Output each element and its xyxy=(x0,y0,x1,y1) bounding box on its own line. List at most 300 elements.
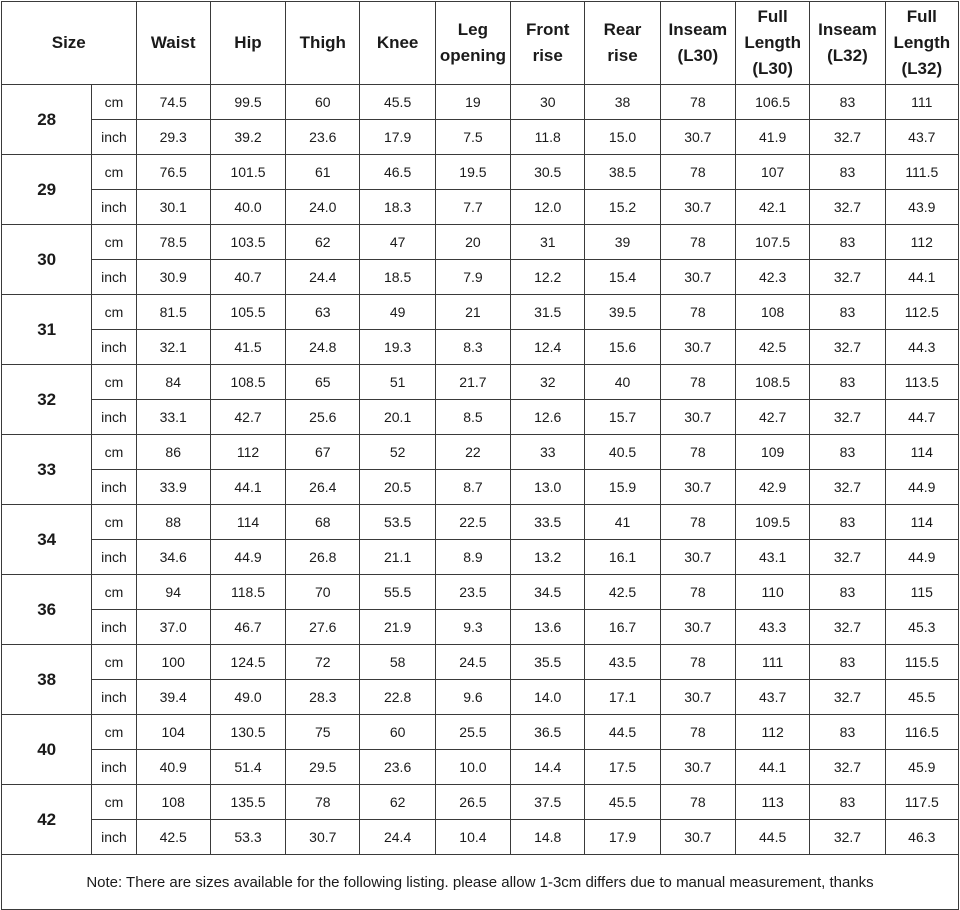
measurement-cell: 24.0 xyxy=(286,190,360,225)
measurement-cell: 78 xyxy=(660,155,735,190)
measurement-cell: 21.9 xyxy=(360,610,435,645)
measurement-cell: 13.6 xyxy=(511,610,585,645)
measurement-cell: 84 xyxy=(136,365,210,400)
table-row xyxy=(2,680,959,715)
measurement-cell: 60 xyxy=(360,715,435,750)
measurement-cell: 42.9 xyxy=(736,470,810,505)
table-row xyxy=(2,400,959,435)
measurement-cell: 32.7 xyxy=(810,400,885,435)
size-cell: 28 xyxy=(2,85,92,155)
measurement-cell: 94 xyxy=(136,575,210,610)
measurement-cell: 46.3 xyxy=(885,820,958,855)
unit-cell: inch xyxy=(92,820,136,855)
measurement-cell: 27.6 xyxy=(286,610,360,645)
column-header-line: Thigh xyxy=(299,33,346,52)
measurement-cell: 114 xyxy=(210,505,285,540)
column-header-line: Full xyxy=(906,7,937,26)
chart-body xyxy=(2,85,959,855)
column-header-line: Full xyxy=(757,7,788,26)
measurement-cell: 24.5 xyxy=(435,645,510,680)
table-row xyxy=(2,190,959,225)
measurement-cell: 23.5 xyxy=(435,575,510,610)
measurement-cell: 20.5 xyxy=(360,470,435,505)
measurement-cell: 111.5 xyxy=(885,155,958,190)
measurement-cell: 14.4 xyxy=(511,750,585,785)
measurement-cell: 45.9 xyxy=(885,750,958,785)
measurement-cell: 15.6 xyxy=(585,330,660,365)
measurement-cell: 44.7 xyxy=(885,400,958,435)
measurement-cell: 111 xyxy=(736,645,810,680)
measurement-cell: 32.7 xyxy=(810,540,885,575)
measurement-cell: 47 xyxy=(360,225,435,260)
measurement-cell: 113 xyxy=(736,785,810,820)
measurement-cell: 32.1 xyxy=(136,330,210,365)
measurement-cell: 31.5 xyxy=(511,295,585,330)
measurement-cell: 78 xyxy=(660,225,735,260)
measurement-cell: 44.9 xyxy=(885,540,958,575)
measurement-cell: 19.5 xyxy=(435,155,510,190)
measurement-cell: 20 xyxy=(435,225,510,260)
column-header xyxy=(360,2,435,85)
unit-cell: inch xyxy=(92,190,136,225)
table-row xyxy=(2,365,959,400)
measurement-cell: 88 xyxy=(136,505,210,540)
measurement-cell: 60 xyxy=(286,85,360,120)
size-cell: 36 xyxy=(2,575,92,645)
measurement-cell: 28.3 xyxy=(286,680,360,715)
measurement-cell: 83 xyxy=(810,505,885,540)
measurement-cell: 35.5 xyxy=(511,645,585,680)
measurement-cell: 22 xyxy=(435,435,510,470)
measurement-cell: 65 xyxy=(286,365,360,400)
measurement-cell: 20.1 xyxy=(360,400,435,435)
column-header-line: opening xyxy=(439,46,506,65)
measurement-cell: 83 xyxy=(810,435,885,470)
measurement-cell: 112 xyxy=(736,715,810,750)
measurement-cell: 61 xyxy=(286,155,360,190)
measurement-cell: 21.1 xyxy=(360,540,435,575)
measurement-cell: 8.7 xyxy=(435,470,510,505)
unit-cell: cm xyxy=(92,505,136,540)
measurement-cell: 78 xyxy=(660,785,735,820)
measurement-cell: 118.5 xyxy=(210,575,285,610)
measurement-cell: 8.9 xyxy=(435,540,510,575)
measurement-cell: 108.5 xyxy=(210,365,285,400)
measurement-cell: 30.7 xyxy=(660,470,735,505)
unit-cell: cm xyxy=(92,365,136,400)
measurement-cell: 44.5 xyxy=(736,820,810,855)
measurement-cell: 31 xyxy=(511,225,585,260)
measurement-cell: 30.7 xyxy=(660,610,735,645)
size-cell: 42 xyxy=(2,785,92,855)
table-row xyxy=(2,820,959,855)
measurement-cell: 17.1 xyxy=(585,680,660,715)
measurement-cell: 83 xyxy=(810,295,885,330)
measurement-cell: 32.7 xyxy=(810,610,885,645)
measurement-cell: 37.0 xyxy=(136,610,210,645)
unit-cell: inch xyxy=(92,470,136,505)
measurement-cell: 53.5 xyxy=(360,505,435,540)
measurement-cell: 26.5 xyxy=(435,785,510,820)
size-cell: 34 xyxy=(2,505,92,575)
measurement-cell: 114 xyxy=(885,505,958,540)
measurement-cell: 33 xyxy=(511,435,585,470)
column-header-line: (L32) xyxy=(827,46,868,65)
measurement-cell: 15.4 xyxy=(585,260,660,295)
measurement-cell: 43.7 xyxy=(736,680,810,715)
measurement-cell: 23.6 xyxy=(286,120,360,155)
measurement-cell: 63 xyxy=(286,295,360,330)
measurement-cell: 78 xyxy=(660,435,735,470)
measurement-cell: 43.3 xyxy=(736,610,810,645)
measurement-cell: 8.5 xyxy=(435,400,510,435)
measurement-cell: 15.9 xyxy=(585,470,660,505)
column-header xyxy=(286,2,360,85)
measurement-cell: 24.8 xyxy=(286,330,360,365)
measurement-cell: 44.1 xyxy=(885,260,958,295)
measurement-cell: 25.5 xyxy=(435,715,510,750)
measurement-cell: 32.7 xyxy=(810,470,885,505)
table-row xyxy=(2,295,959,330)
measurement-cell: 32.7 xyxy=(810,820,885,855)
size-cell: 30 xyxy=(2,225,92,295)
measurement-cell: 34.5 xyxy=(511,575,585,610)
measurement-cell: 9.6 xyxy=(435,680,510,715)
measurement-cell: 116.5 xyxy=(885,715,958,750)
measurement-cell: 14.0 xyxy=(511,680,585,715)
measurement-cell: 12.0 xyxy=(511,190,585,225)
table-row xyxy=(2,120,959,155)
column-header xyxy=(136,2,210,85)
table-row xyxy=(2,435,959,470)
measurement-cell: 30.5 xyxy=(511,155,585,190)
table-row xyxy=(2,505,959,540)
measurement-cell: 40.9 xyxy=(136,750,210,785)
measurement-cell: 115 xyxy=(885,575,958,610)
measurement-cell: 15.2 xyxy=(585,190,660,225)
measurement-cell: 39 xyxy=(585,225,660,260)
measurement-cell: 24.4 xyxy=(360,820,435,855)
note-text: Note: There are sizes available for the following listing. please allow 1-3cm differs due to manual measurement, thanks xyxy=(2,855,959,910)
measurement-cell: 10.4 xyxy=(435,820,510,855)
measurement-cell: 58 xyxy=(360,645,435,680)
column-header-line: Length xyxy=(744,33,801,52)
measurement-cell: 14.8 xyxy=(511,820,585,855)
measurement-cell: 12.4 xyxy=(511,330,585,365)
measurement-cell: 22.8 xyxy=(360,680,435,715)
measurement-cell: 43.9 xyxy=(885,190,958,225)
measurement-cell: 39.2 xyxy=(210,120,285,155)
measurement-cell: 53.3 xyxy=(210,820,285,855)
measurement-cell: 32 xyxy=(511,365,585,400)
unit-cell: inch xyxy=(92,610,136,645)
measurement-cell: 29.3 xyxy=(136,120,210,155)
measurement-cell: 11.8 xyxy=(511,120,585,155)
unit-cell: cm xyxy=(92,785,136,820)
measurement-cell: 44.3 xyxy=(885,330,958,365)
measurement-cell: 41.5 xyxy=(210,330,285,365)
unit-cell: inch xyxy=(92,680,136,715)
measurement-cell: 62 xyxy=(360,785,435,820)
measurement-cell: 18.3 xyxy=(360,190,435,225)
measurement-cell: 40.0 xyxy=(210,190,285,225)
measurement-cell: 7.5 xyxy=(435,120,510,155)
column-header xyxy=(736,2,810,85)
measurement-cell: 19 xyxy=(435,85,510,120)
measurement-cell: 83 xyxy=(810,645,885,680)
measurement-cell: 44.1 xyxy=(210,470,285,505)
unit-cell: cm xyxy=(92,715,136,750)
measurement-cell: 45.3 xyxy=(885,610,958,645)
measurement-cell: 115.5 xyxy=(885,645,958,680)
measurement-cell: 83 xyxy=(810,225,885,260)
measurement-cell: 17.9 xyxy=(360,120,435,155)
measurement-cell: 8.3 xyxy=(435,330,510,365)
measurement-cell: 16.7 xyxy=(585,610,660,645)
measurement-cell: 78.5 xyxy=(136,225,210,260)
unit-cell: inch xyxy=(92,330,136,365)
measurement-cell: 39.5 xyxy=(585,295,660,330)
measurement-cell: 43.5 xyxy=(585,645,660,680)
measurement-cell: 107.5 xyxy=(736,225,810,260)
measurement-cell: 49.0 xyxy=(210,680,285,715)
measurement-cell: 135.5 xyxy=(210,785,285,820)
measurement-cell: 55.5 xyxy=(360,575,435,610)
measurement-cell: 40.5 xyxy=(585,435,660,470)
measurement-cell: 110 xyxy=(736,575,810,610)
note-row xyxy=(2,855,959,910)
column-header-line: (L32) xyxy=(901,59,943,78)
measurement-cell: 33.5 xyxy=(511,505,585,540)
measurement-cell: 105.5 xyxy=(210,295,285,330)
column-header-line: Waist xyxy=(150,33,196,52)
measurement-cell: 44.5 xyxy=(585,715,660,750)
measurement-cell: 46.7 xyxy=(210,610,285,645)
measurement-cell: 9.3 xyxy=(435,610,510,645)
table-row xyxy=(2,260,959,295)
unit-cell: cm xyxy=(92,155,136,190)
measurement-cell: 109 xyxy=(736,435,810,470)
column-header-line: rise xyxy=(532,46,563,65)
measurement-cell: 45.5 xyxy=(885,680,958,715)
measurement-cell: 30.9 xyxy=(136,260,210,295)
column-header-line: (L30) xyxy=(752,59,793,78)
unit-cell: cm xyxy=(92,435,136,470)
measurement-cell: 33.9 xyxy=(136,470,210,505)
measurement-cell: 26.4 xyxy=(286,470,360,505)
measurement-cell: 117.5 xyxy=(885,785,958,820)
measurement-cell: 30 xyxy=(511,85,585,120)
measurement-cell: 70 xyxy=(286,575,360,610)
measurement-cell: 86 xyxy=(136,435,210,470)
measurement-cell: 41 xyxy=(585,505,660,540)
measurement-cell: 19.3 xyxy=(360,330,435,365)
column-header-line: rise xyxy=(607,46,638,65)
measurement-cell: 43.7 xyxy=(885,120,958,155)
column-header-line: Inseam xyxy=(668,20,728,39)
table-row xyxy=(2,750,959,785)
measurement-cell: 42.3 xyxy=(736,260,810,295)
measurement-cell: 44.9 xyxy=(885,470,958,505)
measurement-cell: 18.5 xyxy=(360,260,435,295)
measurement-cell: 16.1 xyxy=(585,540,660,575)
measurement-cell: 44.1 xyxy=(736,750,810,785)
measurement-cell: 78 xyxy=(660,295,735,330)
measurement-cell: 25.6 xyxy=(286,400,360,435)
measurement-cell: 30.7 xyxy=(660,680,735,715)
unit-cell: inch xyxy=(92,540,136,575)
size-cell: 33 xyxy=(2,435,92,505)
size-cell: 32 xyxy=(2,365,92,435)
measurement-cell: 78 xyxy=(286,785,360,820)
measurement-cell: 15.7 xyxy=(585,400,660,435)
measurement-cell: 100 xyxy=(136,645,210,680)
measurement-cell: 113.5 xyxy=(885,365,958,400)
unit-cell: cm xyxy=(92,225,136,260)
column-header-line: Inseam xyxy=(818,20,877,39)
column-header-line: Front xyxy=(526,20,570,39)
measurement-cell: 13.0 xyxy=(511,470,585,505)
unit-cell: inch xyxy=(92,750,136,785)
measurement-cell: 13.2 xyxy=(511,540,585,575)
measurement-cell: 111 xyxy=(885,85,958,120)
measurement-cell: 38.5 xyxy=(585,155,660,190)
measurement-cell: 130.5 xyxy=(210,715,285,750)
column-header xyxy=(885,2,958,85)
measurement-cell: 49 xyxy=(360,295,435,330)
measurement-cell: 30.7 xyxy=(660,400,735,435)
measurement-cell: 67 xyxy=(286,435,360,470)
measurement-cell: 17.9 xyxy=(585,820,660,855)
measurement-cell: 108 xyxy=(736,295,810,330)
measurement-cell: 51 xyxy=(360,365,435,400)
measurement-cell: 78 xyxy=(660,365,735,400)
measurement-cell: 7.9 xyxy=(435,260,510,295)
measurement-cell: 83 xyxy=(810,155,885,190)
measurement-cell: 10.0 xyxy=(435,750,510,785)
measurement-cell: 83 xyxy=(810,785,885,820)
measurement-cell: 83 xyxy=(810,715,885,750)
measurement-cell: 78 xyxy=(660,505,735,540)
size-cell: 29 xyxy=(2,155,92,225)
size-header: Size xyxy=(2,2,137,85)
measurement-cell: 30.7 xyxy=(286,820,360,855)
measurement-cell: 21 xyxy=(435,295,510,330)
measurement-cell: 45.5 xyxy=(360,85,435,120)
table-row xyxy=(2,225,959,260)
measurement-cell: 30.7 xyxy=(660,820,735,855)
measurement-cell: 41.9 xyxy=(736,120,810,155)
measurement-cell: 106.5 xyxy=(736,85,810,120)
measurement-cell: 30.1 xyxy=(136,190,210,225)
measurement-cell: 103.5 xyxy=(210,225,285,260)
measurement-cell: 74.5 xyxy=(136,85,210,120)
measurement-cell: 45.5 xyxy=(585,785,660,820)
table-row xyxy=(2,155,959,190)
column-header xyxy=(585,2,660,85)
measurement-cell: 78 xyxy=(660,575,735,610)
measurement-cell: 62 xyxy=(286,225,360,260)
column-header xyxy=(511,2,585,85)
size-chart-table xyxy=(1,1,959,910)
measurement-cell: 38 xyxy=(585,85,660,120)
column-header xyxy=(660,2,735,85)
measurement-cell: 42.5 xyxy=(736,330,810,365)
unit-cell: cm xyxy=(92,575,136,610)
measurement-cell: 26.8 xyxy=(286,540,360,575)
unit-cell: inch xyxy=(92,400,136,435)
measurement-cell: 24.4 xyxy=(286,260,360,295)
table-row xyxy=(2,85,959,120)
measurement-cell: 12.2 xyxy=(511,260,585,295)
measurement-cell: 40.7 xyxy=(210,260,285,295)
table-row xyxy=(2,575,959,610)
measurement-cell: 81.5 xyxy=(136,295,210,330)
measurement-cell: 83 xyxy=(810,575,885,610)
measurement-cell: 114 xyxy=(885,435,958,470)
measurement-cell: 124.5 xyxy=(210,645,285,680)
size-cell: 31 xyxy=(2,295,92,365)
measurement-cell: 83 xyxy=(810,85,885,120)
measurement-cell: 104 xyxy=(136,715,210,750)
measurement-cell: 32.7 xyxy=(810,750,885,785)
unit-cell: inch xyxy=(92,120,136,155)
measurement-cell: 15.0 xyxy=(585,120,660,155)
measurement-cell: 78 xyxy=(660,645,735,680)
table-row xyxy=(2,610,959,645)
measurement-cell: 46.5 xyxy=(360,155,435,190)
measurement-cell: 32.7 xyxy=(810,330,885,365)
column-header xyxy=(810,2,885,85)
column-header-line: Knee xyxy=(376,33,419,52)
table-row xyxy=(2,330,959,365)
measurement-cell: 30.7 xyxy=(660,190,735,225)
measurement-cell: 42.1 xyxy=(736,190,810,225)
measurement-cell: 99.5 xyxy=(210,85,285,120)
measurement-cell: 43.1 xyxy=(736,540,810,575)
measurement-cell: 51.4 xyxy=(210,750,285,785)
size-cell: 38 xyxy=(2,645,92,715)
measurement-cell: 112 xyxy=(210,435,285,470)
measurement-cell: 76.5 xyxy=(136,155,210,190)
column-header xyxy=(210,2,285,85)
unit-cell: cm xyxy=(92,645,136,680)
measurement-cell: 32.7 xyxy=(810,190,885,225)
measurement-cell: 29.5 xyxy=(286,750,360,785)
table-row xyxy=(2,715,959,750)
table-row xyxy=(2,470,959,505)
measurement-cell: 32.7 xyxy=(810,120,885,155)
measurement-cell: 30.7 xyxy=(660,330,735,365)
measurement-cell: 30.7 xyxy=(660,120,735,155)
measurement-cell: 21.7 xyxy=(435,365,510,400)
measurement-cell: 42.5 xyxy=(136,820,210,855)
table-row xyxy=(2,645,959,680)
measurement-cell: 42.7 xyxy=(210,400,285,435)
measurement-cell: 107 xyxy=(736,155,810,190)
measurement-cell: 42.5 xyxy=(585,575,660,610)
table-row xyxy=(2,540,959,575)
column-header-line: (L30) xyxy=(677,46,719,65)
unit-cell: cm xyxy=(92,85,136,120)
unit-cell: inch xyxy=(92,260,136,295)
measurement-cell: 32.7 xyxy=(810,260,885,295)
measurement-cell: 75 xyxy=(286,715,360,750)
measurement-cell: 30.7 xyxy=(660,750,735,785)
column-header-line: Length xyxy=(893,33,951,52)
measurement-cell: 42.7 xyxy=(736,400,810,435)
measurement-cell: 23.6 xyxy=(360,750,435,785)
